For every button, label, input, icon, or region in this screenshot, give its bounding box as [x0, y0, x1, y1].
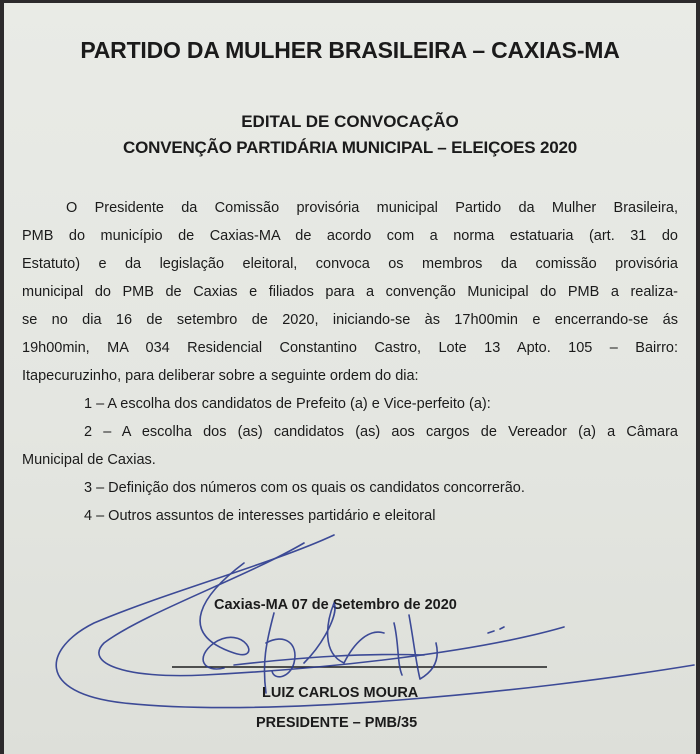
signer-role: PRESIDENTE – PMB/35 [256, 715, 418, 731]
body-line-5: se no dia 16 de setembro de 2020, iniciando-se às 17h00min e encerrando-se ás [22, 312, 678, 328]
document-page [4, 3, 696, 754]
agenda-item-4: 4 – Outros assuntos de interesses partidário e eleitoral [84, 508, 436, 524]
agenda-item-2: 2 – A escolha dos (as) candidatos (as) aos cargos de Vereador (a) a Câmara [84, 424, 678, 440]
body-line-7: Itapecuruzinho, para deliberar sobre a seguinte ordem do dia: [22, 368, 419, 384]
agenda-item-3: 3 – Definição dos números com os quais os candidatos concorrerão. [84, 480, 525, 496]
signer-name: LUIZ CARLOS MOURA [262, 685, 419, 701]
party-header: PARTIDO DA MULHER BRASILEIRA – CAXIAS-MA [80, 37, 620, 63]
body-line-4: municipal do PMB de Caxias e filiados para a convenção Municipal do PMB a realiza- [22, 284, 678, 300]
body-line-1: O Presidente da Comissão provisória municipal Partido da Mulher Brasileira, [66, 200, 678, 216]
notice-title: EDITAL DE CONVOCAÇÃO [241, 112, 459, 131]
signature [4, 3, 696, 754]
body-line-6: 19h00min, MA 034 Residencial Constantino Castro, Lote 13 Apto. 105 – Bairro: [22, 340, 678, 356]
notice-subtitle: CONVENÇÃO PARTIDÁRIA MUNICIPAL – ELEIÇOES 2020 [123, 138, 577, 157]
agenda-item-2-cont: Municipal de Caxias. [22, 452, 156, 468]
place-date: Caxias-MA 07 de Setembro de 2020 [214, 597, 457, 613]
body-line-3: Estatuto) e da legislação eleitoral, convoca os membros da comissão provisória [22, 256, 678, 272]
agenda-item-1: 1 – A escolha dos candidatos de Prefeito (a) e Vice-perfeito (a): [84, 396, 491, 412]
body-line-2: PMB do município de Caxias-MA de acordo com a norma estatuaria (art. 31 do [22, 228, 678, 244]
